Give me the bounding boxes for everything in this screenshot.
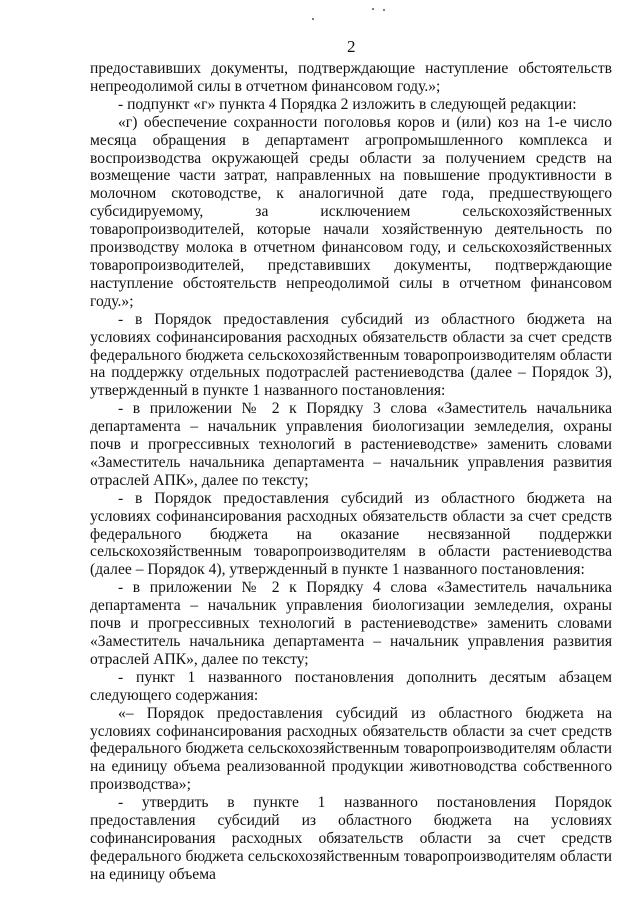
paragraph: - утвердить в пункте 1 названного постановления Порядок предоставления субсидий из областного бюджета на условиях софинансирования расходных обязательств области за счет средств федерального бюджета сельскохозяйственным товаропроизводителям области на единицу объема [90,794,612,883]
paragraph: «г) обеспечение сохранности поголовья коров и (или) коз на 1-е число месяца обращения в департамент агропромышленного комплекса и воспроизводства окружающей среды области за получением средств на возмещение части затрат, направленных на повышение продуктивности в молочном скотоводстве, к аналогичной дате года, предшествующего субсидируемому, за исключением сельскохозяйственных товаропроизводителей, которые начали хозяйственную деятельность по производству молока в отчетном финансовом году, и сельскохозяйственных товаропроизводителей, представивших документы, подтверждающие наступление обстоятельств непреодолимой силы в отчетном финансовом году.»; [90,113,612,310]
scan-speck [383,9,385,11]
paragraph: «– Порядок предоставления субсидий из областного бюджета на условиях софинансирования расходных обязательств области за счет средств федерального бюджета сельскохозяйственным товаропроизводителям области на единицу объема реализованной продукции животноводства собственного производства»; [90,704,612,794]
paragraph: - в приложении № 2 к Порядку 4 слова «Заместитель начальника департамента – начальник управления биологизации земледелия, охраны почв и прогрессивных технологий в растениеводстве» заменить словами «Заместитель начальника департамента – начальник управления развития отраслей АПК», далее по тексту; [90,579,612,668]
page-number: 2 [347,37,356,56]
paragraph: - подпункт «г» пункта 4 Порядка 2 изложить в следующей редакции: [118,95,577,113]
paragraph: - в приложении № 2 к Порядку 3 слова «Заместитель начальника департамента – начальник управления биологизации земледелия, охраны почв и прогрессивных технологий в растениеводстве» заменить словами «Заместитель начальника департамента – начальник управления развития отраслей АПК», далее по тексту; [90,400,612,489]
paragraph: - пункт 1 названного постановления дополнить десятым абзацем следующего содержания: [90,668,612,704]
paragraph: - в Порядок предоставления субсидий из областного бюджета на условиях софинансирования расходных обязательств области за счет средств федерального бюджета сельскохозяйственным товаропроизводителям области на поддержку отдельных подотраслей растениеводства (далее – Порядок 3), утвержденный в пункте 1 названного постановления: [90,310,612,400]
paragraph: предоставивших документы, подтверждающие наступление обстоятельств непреодолимой силы в отчетном финансовом году.»; [90,60,612,95]
paragraph: - в Порядок предоставления субсидий из областного бюджета на условиях софинансирования расходных обязательств области за счет средств федерального бюджета на оказание несвязанной поддержки сельскохозяйственным товаропроизводителям в области растениеводства (далее – Порядок 4), утвержденный в пункте 1 названного постановления: [90,489,612,579]
document-body [90,60,612,884]
scan-speck [312,18,314,20]
scan-speck [372,8,374,10]
